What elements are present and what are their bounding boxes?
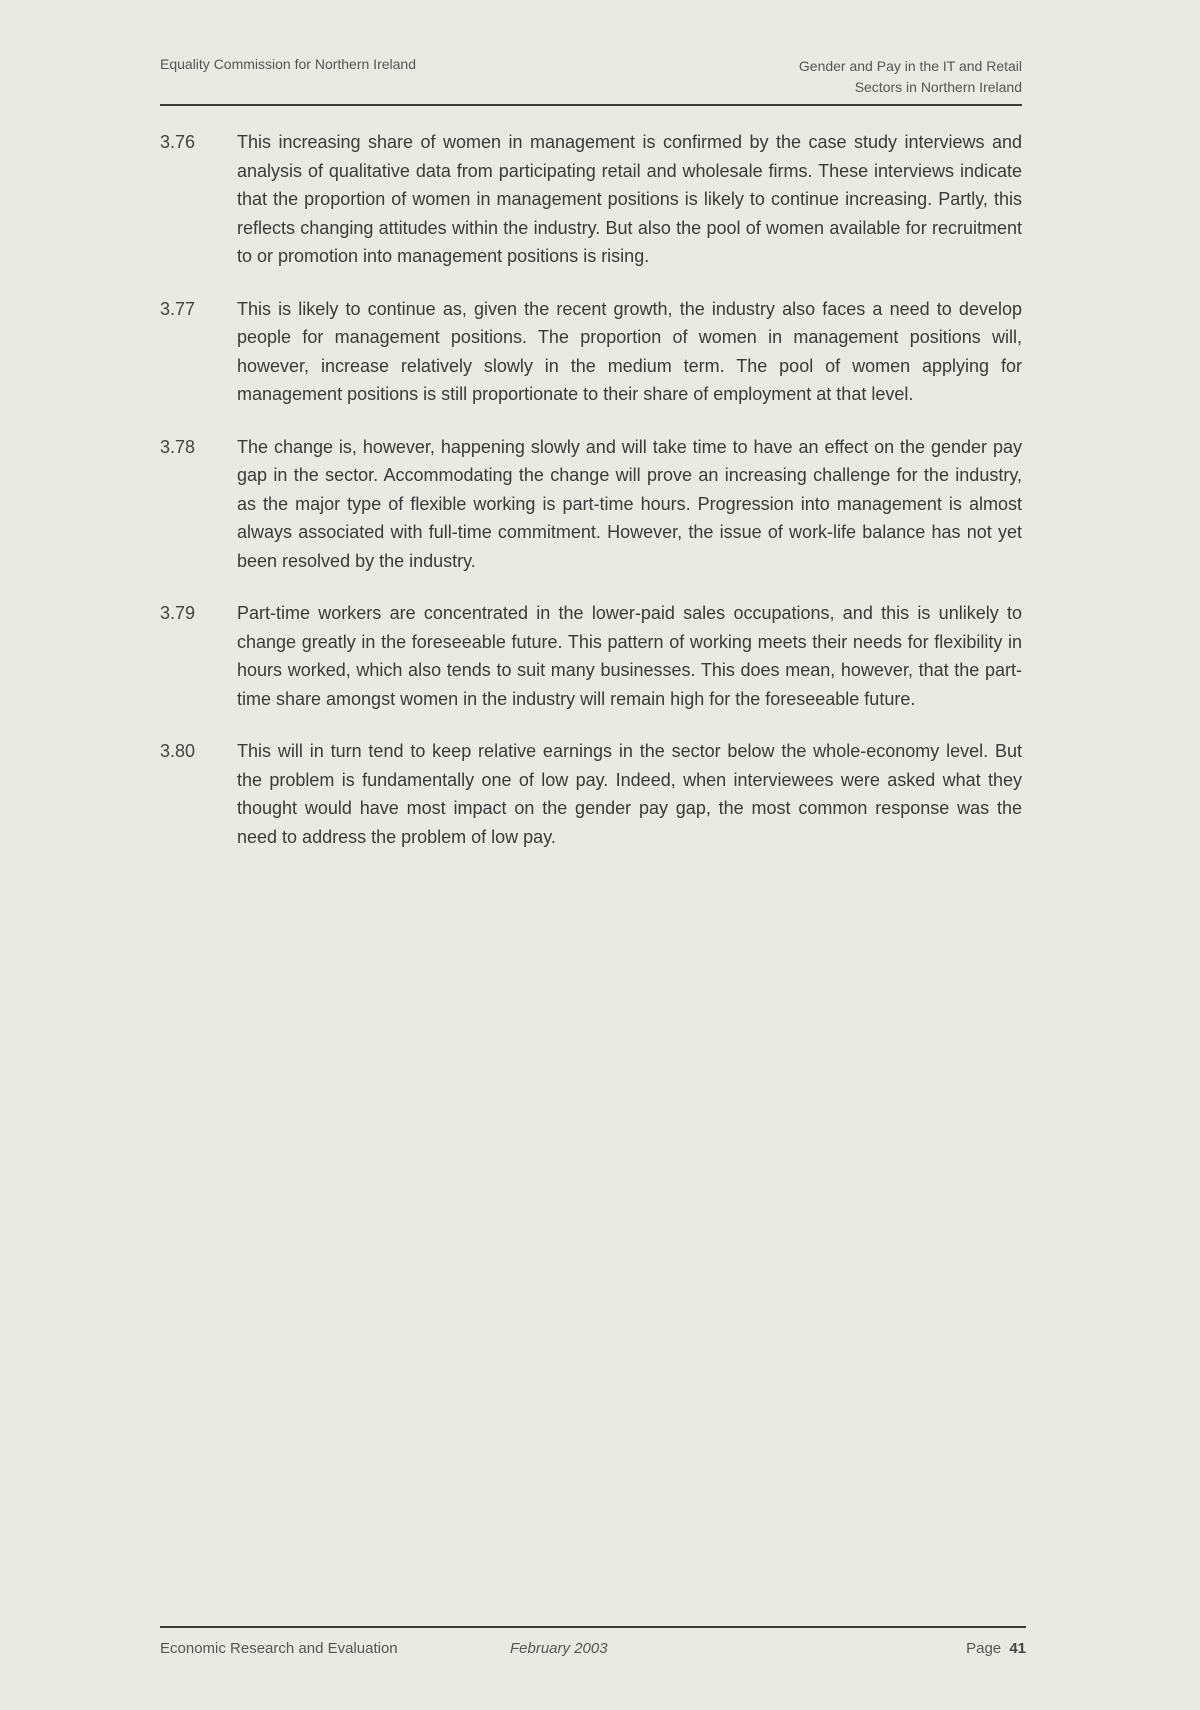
page-footer <box>160 1626 1026 1668</box>
document-body <box>160 128 1022 875</box>
paragraph-text: This increasing share of women in management is confirmed by the case study interviews and analysis of qualitative data from participating retail and wholesale firms. These interviews indicate that the proportion of women in management positions is likely to continue increasing. Partly, this reflects changing attitudes within the industry. But also the pool of women available for recruitment to or promotion into management positions is rising. <box>237 132 1022 266</box>
paragraph-3-76 <box>160 128 1022 271</box>
paragraph-3-80 <box>160 737 1022 851</box>
paragraph-3-78 <box>160 433 1022 576</box>
footer-date: February 2003 <box>510 1640 608 1657</box>
page-number <box>966 1640 1026 1657</box>
header-organization: Equality Commission for Northern Ireland <box>160 56 416 72</box>
header-title-line-1: Gender and Pay in the IT and Retail <box>798 58 1022 74</box>
paragraph-number: 3.79 <box>160 603 196 623</box>
paragraph-number: 3.77 <box>160 298 196 319</box>
header-title-line-2: Sectors in Northern Ireland <box>854 79 1022 95</box>
footer-author: Economic Research and Evaluation <box>160 1640 398 1657</box>
page-label: Page <box>966 1640 1002 1657</box>
header-report-title <box>799 56 1022 98</box>
page-number-value: 41 <box>1009 1640 1026 1657</box>
page-header <box>160 50 1022 106</box>
paragraph-text: This will in turn tend to keep relative earnings in the sector below the whole-economy level. But the problem is fundamentally one of low pay. Indeed, when interviewees were asked what they thought would have most impact on the gender pay gap, the most common response was the need to address the problem of low pay. <box>237 741 1022 847</box>
paragraph-3-77 <box>160 295 1022 409</box>
paragraph-number: 3.76 <box>160 132 196 152</box>
paragraph-text: Part-time workers are concentrated in the lower-paid sales occupations, and this is unlikely to change greatly in the foreseeable future. This pattern of working meets their needs for flexibility in hours worked, which also tends to suit many businesses. This does mean, however, that the part-time share amongst women in the industry will remain high for the foreseeable future. <box>237 603 1022 709</box>
paragraph-number: 3.78 <box>160 436 196 457</box>
paragraph-number: 3.80 <box>160 741 196 761</box>
paragraph-text: The change is, however, happening slowly and will take time to have an effect on the gender pay gap in the sector. Accommodating the change will prove an increasing challenge for the industry, as the major type of flexible working is part-time hours. Progression into management is almost always associated with full-time commitment. However, the issue of work-life balance has not yet been resolved by the industry. <box>237 436 1022 571</box>
paragraph-3-79 <box>160 599 1022 713</box>
paragraph-text: This is likely to continue as, given the recent growth, the industry also faces a need to develop people for management positions. The proportion of women in management positions will, however, increase relatively slowly in the medium term. The pool of women applying for management positions is still proportionate to their share of employment at that level. <box>237 298 1022 404</box>
